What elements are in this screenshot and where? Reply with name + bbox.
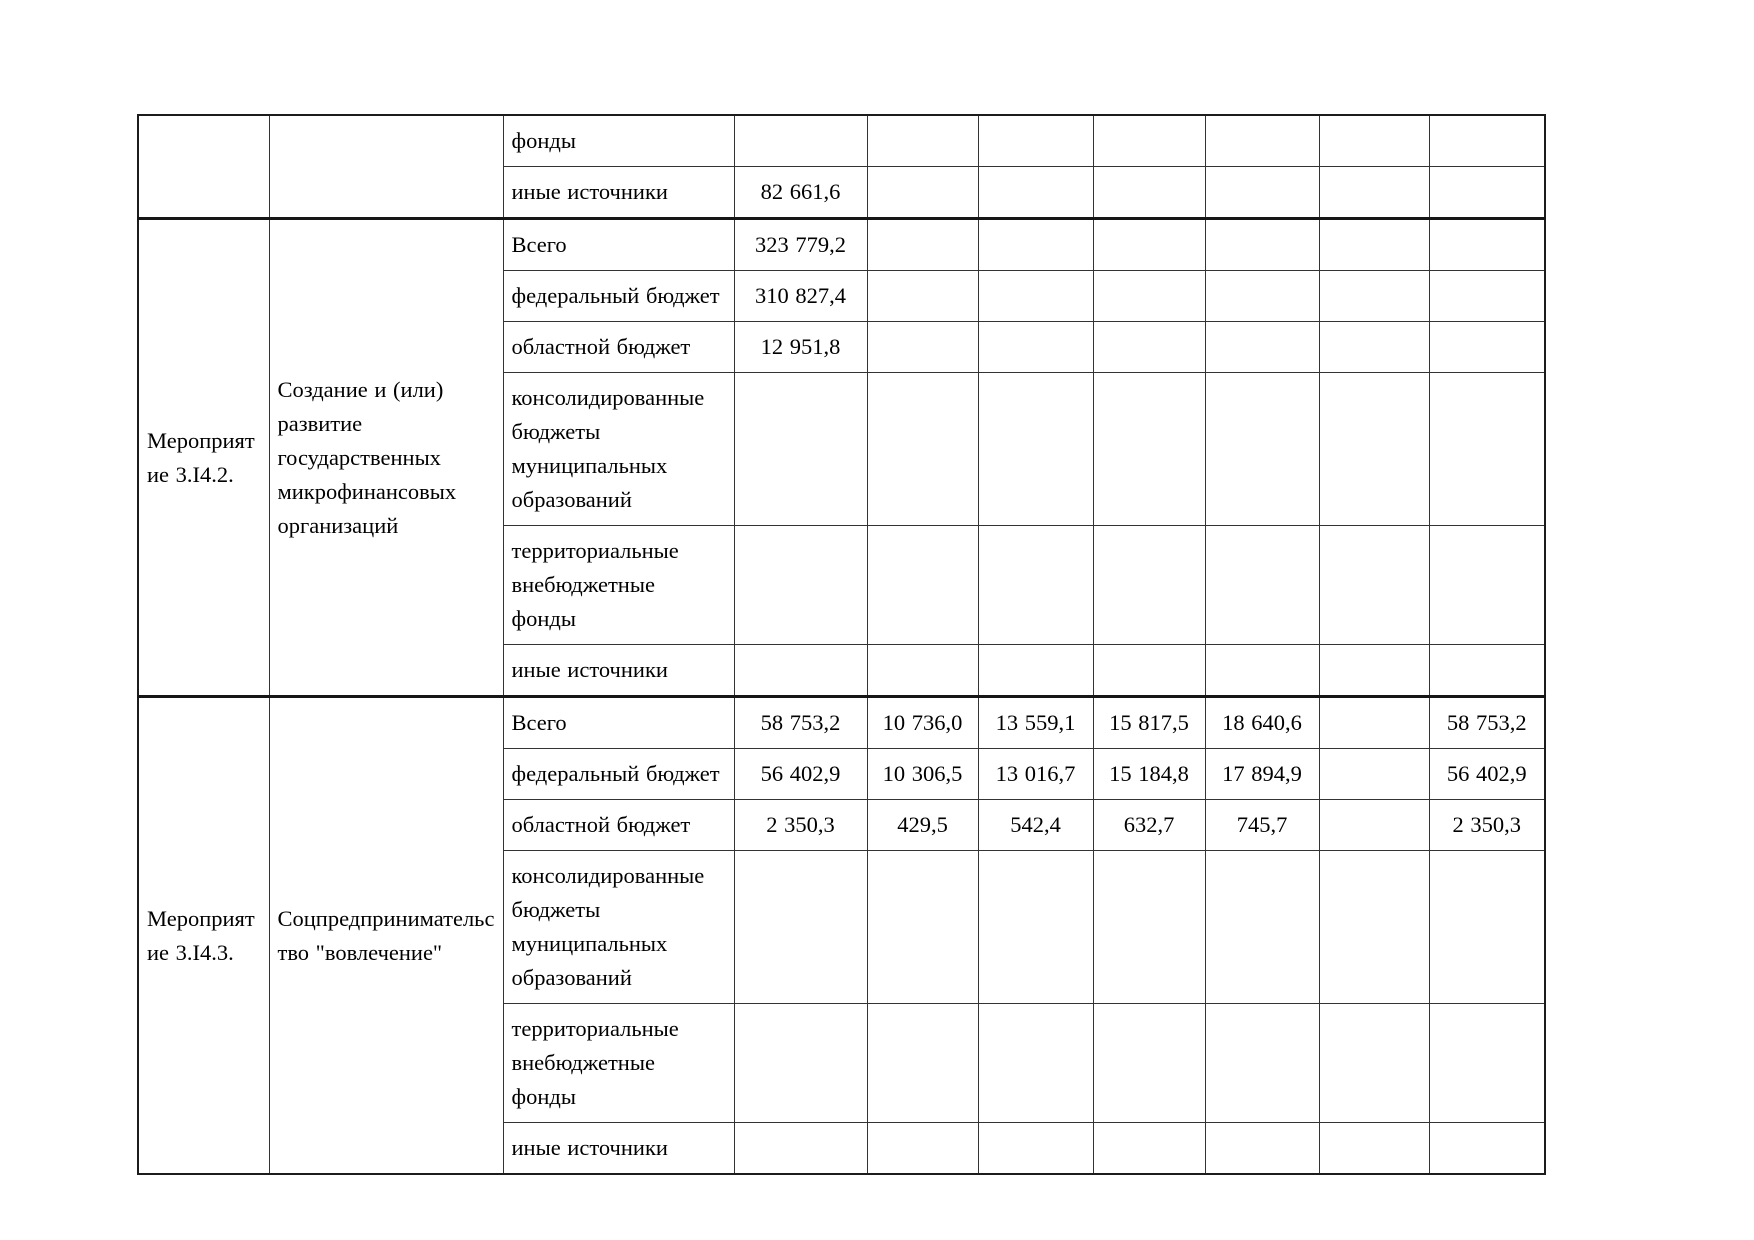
value-cell	[867, 322, 978, 373]
budget-source-cell: иные источники	[503, 1123, 734, 1175]
value-cell	[1429, 115, 1545, 167]
value-cell	[867, 115, 978, 167]
value-cell: 323 779,2	[734, 219, 867, 271]
value-cell: 56 402,9	[734, 749, 867, 800]
value-cell	[1205, 1004, 1319, 1123]
value-cell	[978, 526, 1093, 645]
value-cell: 2 350,3	[734, 800, 867, 851]
activity-description-cell	[269, 115, 503, 219]
budget-source-cell: иные источники	[503, 167, 734, 219]
budget-source-cell: консолидированные бюджеты муниципальных образований	[503, 373, 734, 526]
budget-source-cell: Всего	[503, 219, 734, 271]
value-cell	[1205, 526, 1319, 645]
value-cell	[1319, 219, 1429, 271]
value-cell	[867, 1123, 978, 1175]
value-cell: 310 827,4	[734, 271, 867, 322]
budget-source-cell: Всего	[503, 697, 734, 749]
value-cell	[1429, 526, 1545, 645]
value-cell	[978, 115, 1093, 167]
value-cell: 15 817,5	[1093, 697, 1205, 749]
value-cell	[1093, 645, 1205, 697]
value-cell	[867, 373, 978, 526]
value-cell	[1429, 1123, 1545, 1175]
value-cell: 13 559,1	[978, 697, 1093, 749]
value-cell	[867, 645, 978, 697]
value-cell	[1429, 219, 1545, 271]
value-cell	[1093, 1004, 1205, 1123]
value-cell	[1093, 373, 1205, 526]
value-cell	[734, 373, 867, 526]
value-cell	[1093, 526, 1205, 645]
activity-id-cell	[138, 115, 269, 219]
value-cell	[1205, 851, 1319, 1004]
value-cell	[978, 167, 1093, 219]
value-cell	[734, 1004, 867, 1123]
value-cell	[1205, 219, 1319, 271]
value-cell	[867, 1004, 978, 1123]
value-cell	[1319, 115, 1429, 167]
value-cell	[734, 1123, 867, 1175]
value-cell: 632,7	[1093, 800, 1205, 851]
value-cell	[1093, 851, 1205, 1004]
value-cell	[867, 851, 978, 1004]
activity-id-cell: Мероприятие 3.I4.3.	[138, 697, 269, 1175]
value-cell	[1093, 115, 1205, 167]
value-cell	[1319, 373, 1429, 526]
value-cell	[978, 373, 1093, 526]
value-cell: 12 951,8	[734, 322, 867, 373]
table-row	[138, 697, 1545, 749]
value-cell: 542,4	[978, 800, 1093, 851]
value-cell	[1319, 697, 1429, 749]
value-cell	[1319, 1004, 1429, 1123]
value-cell	[867, 219, 978, 271]
value-cell: 2 350,3	[1429, 800, 1545, 851]
value-cell	[1093, 271, 1205, 322]
budget-source-cell: федеральный бюджет	[503, 749, 734, 800]
value-cell	[1205, 271, 1319, 322]
value-cell	[1319, 645, 1429, 697]
value-cell	[1429, 167, 1545, 219]
value-cell	[1093, 322, 1205, 373]
budget-table	[137, 114, 1546, 1175]
value-cell	[978, 271, 1093, 322]
budget-source-cell: федеральный бюджет	[503, 271, 734, 322]
value-cell	[1319, 167, 1429, 219]
value-cell	[1429, 373, 1545, 526]
budget-source-cell: консолидированные бюджеты муниципальных образований	[503, 851, 734, 1004]
value-cell	[734, 851, 867, 1004]
value-cell: 82 661,6	[734, 167, 867, 219]
budget-source-cell: фонды	[503, 115, 734, 167]
budget-source-cell: областной бюджет	[503, 800, 734, 851]
value-cell	[978, 645, 1093, 697]
table-row	[138, 115, 1545, 167]
budget-table-body	[138, 115, 1545, 1174]
budget-source-cell: иные источники	[503, 645, 734, 697]
value-cell	[1429, 322, 1545, 373]
value-cell	[734, 645, 867, 697]
activity-description-cell: Соцпредпринимательство "вовлечение"	[269, 697, 503, 1175]
value-cell	[867, 167, 978, 219]
value-cell	[1205, 115, 1319, 167]
value-cell	[1319, 851, 1429, 1004]
value-cell	[1205, 373, 1319, 526]
value-cell: 10 736,0	[867, 697, 978, 749]
value-cell	[1205, 645, 1319, 697]
value-cell	[978, 219, 1093, 271]
value-cell	[1319, 322, 1429, 373]
value-cell	[734, 115, 867, 167]
value-cell	[1319, 1123, 1429, 1175]
budget-source-cell: территориальные внебюджетные фонды	[503, 526, 734, 645]
value-cell	[1205, 322, 1319, 373]
value-cell: 13 016,7	[978, 749, 1093, 800]
value-cell	[978, 1123, 1093, 1175]
budget-source-cell: областной бюджет	[503, 322, 734, 373]
value-cell: 56 402,9	[1429, 749, 1545, 800]
value-cell	[1319, 526, 1429, 645]
value-cell: 58 753,2	[1429, 697, 1545, 749]
value-cell	[1319, 749, 1429, 800]
value-cell	[1319, 271, 1429, 322]
value-cell: 15 184,8	[1093, 749, 1205, 800]
value-cell	[1429, 851, 1545, 1004]
value-cell	[1205, 167, 1319, 219]
value-cell: 17 894,9	[1205, 749, 1319, 800]
value-cell	[1093, 219, 1205, 271]
activity-id-cell: Мероприятие 3.I4.2.	[138, 219, 269, 697]
value-cell	[734, 526, 867, 645]
value-cell	[1429, 271, 1545, 322]
value-cell	[978, 851, 1093, 1004]
value-cell: 429,5	[867, 800, 978, 851]
table-row	[138, 219, 1545, 271]
value-cell	[1093, 167, 1205, 219]
value-cell	[1205, 1123, 1319, 1175]
value-cell	[1429, 1004, 1545, 1123]
activity-description-cell: Создание и (или) развитие государственных микрофинансовых организаций	[269, 219, 503, 697]
value-cell	[1319, 800, 1429, 851]
value-cell: 10 306,5	[867, 749, 978, 800]
value-cell	[978, 322, 1093, 373]
value-cell	[867, 271, 978, 322]
value-cell	[978, 1004, 1093, 1123]
value-cell	[1429, 645, 1545, 697]
value-cell: 745,7	[1205, 800, 1319, 851]
value-cell: 58 753,2	[734, 697, 867, 749]
value-cell	[1093, 1123, 1205, 1175]
value-cell: 18 640,6	[1205, 697, 1319, 749]
budget-source-cell: территориальные внебюджетные фонды	[503, 1004, 734, 1123]
value-cell	[867, 526, 978, 645]
